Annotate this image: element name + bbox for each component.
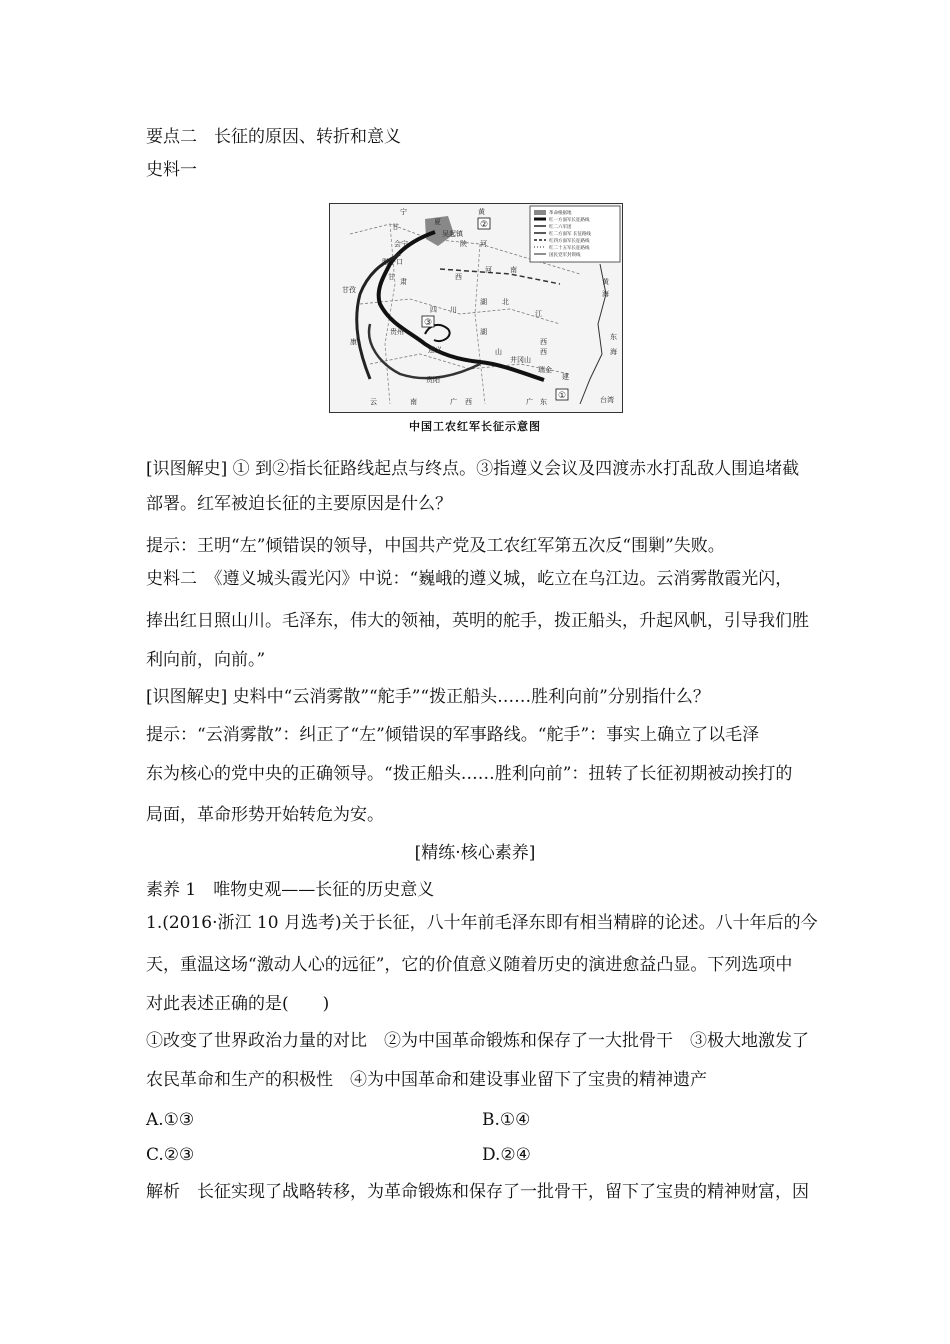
para2: [识图解史] 史料中“云消雾散”“舵手”“拨正船头……胜利向前”分别指什么？ <box>146 687 710 707</box>
legend-label: 红二六军团 <box>549 225 572 230</box>
place-label: 甘孜 <box>342 286 356 294</box>
place-label: 井冈山 <box>510 356 531 364</box>
para1-line2: 部署。红军被迫长征的主要原因是什么？ <box>146 494 452 514</box>
option-c[interactable]: C.②③ <box>146 1145 195 1165</box>
place-label: 西 <box>540 338 547 346</box>
place-label: 西 <box>465 398 472 406</box>
place-label: 广 <box>450 398 457 406</box>
place-label: 黄 <box>478 208 485 216</box>
map-svg <box>330 204 622 412</box>
legend-label: 红二方面军 长征路线 <box>549 232 591 237</box>
place-label: 东 <box>610 333 617 341</box>
legend-label: 红一方面军长征路线 <box>549 218 590 223</box>
marker-label: ① <box>558 391 567 401</box>
question1-line3: 对此表述正确的是( ) <box>146 994 330 1014</box>
place-label: 宁 <box>400 208 407 216</box>
place-label: 甘 <box>392 223 399 231</box>
place-label: 海 <box>602 290 609 298</box>
place-label: 贵州 <box>390 328 404 336</box>
place-label: 湖 <box>480 298 487 306</box>
hint1: 提示：王明“左”倾错误的领导，中国共产党及工农红军第五次反“围剿”失败。 <box>146 536 725 556</box>
place-label: 东 <box>540 398 547 406</box>
marker-label: ③ <box>424 318 433 328</box>
source2-line2: 捧出红日照山川。毛泽东，伟大的领袖，英明的舵手，拨正船头，升起风帆，引导我们胜 <box>146 611 809 631</box>
question1-line2: 天，重温这场“激动人心的远征”，它的价值意义随着历史的演进愈益凸显。下列选项中 <box>146 955 793 975</box>
place-label: 瑞金 <box>538 366 552 374</box>
place-label: 会宁 <box>394 240 408 248</box>
place-label: 建 <box>562 373 569 381</box>
place-label: 山 <box>495 348 502 356</box>
place-label: 夏 <box>434 218 441 226</box>
long-march-map <box>329 203 623 413</box>
place-label: 河 <box>480 240 487 248</box>
source1-label: 史料一 <box>146 160 197 180</box>
place-label: 河 <box>485 266 492 274</box>
option-d[interactable]: D.②④ <box>482 1145 531 1165</box>
map-caption: 中国工农红军长征示意图 <box>409 420 541 433</box>
place-label: 湖 <box>480 328 487 336</box>
marker-label: ② <box>480 220 489 230</box>
hint2-line3: 局面，革命形势开始转危为安。 <box>146 805 384 825</box>
place-label: 甘 <box>388 273 395 281</box>
place-label: 黄 <box>602 278 609 286</box>
hint2-line2: 东为核心的党中央的正确领导。“拨正船头……胜利向前”：扭转了长征初期被动挨打的 <box>146 764 793 784</box>
place-label: 遵义 <box>428 346 442 354</box>
place-label: 贵阳 <box>426 376 440 384</box>
question1-line1: 1.(2016·浙江 10 月选考)关于长征，八十年前毛泽东即有相当精辟的论述。八十年后的今 <box>146 913 818 933</box>
para1-line1: [识图解史] ① 到②指长征路线起点与终点。③指遵义会议及四渡赤水打乱敌人围追堵截 <box>146 459 800 479</box>
place-label: 川 <box>450 306 457 314</box>
section-heading: 要点二 长征的原因、转折和意义 <box>146 127 401 147</box>
place-label: 西 <box>455 273 462 281</box>
place-label: 西 <box>540 348 547 356</box>
legend-label: 红二十五军长征路线 <box>549 246 590 251</box>
question1-items-line2: 农民革命和生产的积极性 ④为中国革命和建设事业留下了宝贵的精神遗产 <box>146 1070 707 1090</box>
place-label: 腊子口 <box>382 258 403 266</box>
hint2-line1: 提示：“云消雾散”：纠正了“左”倾错误的军事路线。“舵手”：事实上确立了以毛泽 <box>146 725 760 745</box>
legend-label: 革命根据地 <box>549 211 572 216</box>
question1-items-line1: ①改变了世界政治力量的对比 ②为中国革命锻炼和保存了一大批骨干 ③极大地激发了 <box>146 1031 809 1051</box>
analysis-line: 解析 长征实现了战略转移，为革命锻炼和保存了一批骨干，留下了宝贵的精神财富，因 <box>146 1182 809 1202</box>
place-label: 肃 <box>400 278 407 286</box>
route-2nd-6th-army <box>369 324 480 378</box>
legend-label: 红四方面军长征路线 <box>549 239 590 244</box>
place-label: 陕 <box>460 240 467 248</box>
legend-label: 国民党军封锁线 <box>549 253 581 258</box>
place-label: 南 <box>510 266 517 274</box>
place-label: 云 <box>370 398 377 406</box>
place-label: 江 <box>535 310 542 318</box>
legend-base-swatch <box>534 210 546 215</box>
place-label: 北 <box>502 298 509 306</box>
option-a[interactable]: A.①③ <box>146 1110 195 1130</box>
literacy-heading: 素养 1 唯物史观——长征的历史意义 <box>146 880 435 900</box>
province-boundary <box>475 244 485 404</box>
practice-heading: [精练·核心素养] <box>414 843 536 863</box>
source2-line3: 利向前，向前。” <box>146 650 266 670</box>
place-label: 四 <box>430 306 437 314</box>
place-label: 广 <box>526 398 533 406</box>
place-label: 康 <box>350 338 357 346</box>
place-label: 海 <box>610 348 617 356</box>
place-label: 南 <box>410 398 417 406</box>
place-label: 台湾 <box>600 396 614 404</box>
place-label: 吴起镇 <box>442 230 463 238</box>
source2-line1: 史料二 《遵义城头霞光闪》中说：“巍峨的遵义城，屹立在乌江边。云消雾散霞光闪， <box>146 569 793 589</box>
option-b[interactable]: B.①④ <box>482 1110 531 1130</box>
